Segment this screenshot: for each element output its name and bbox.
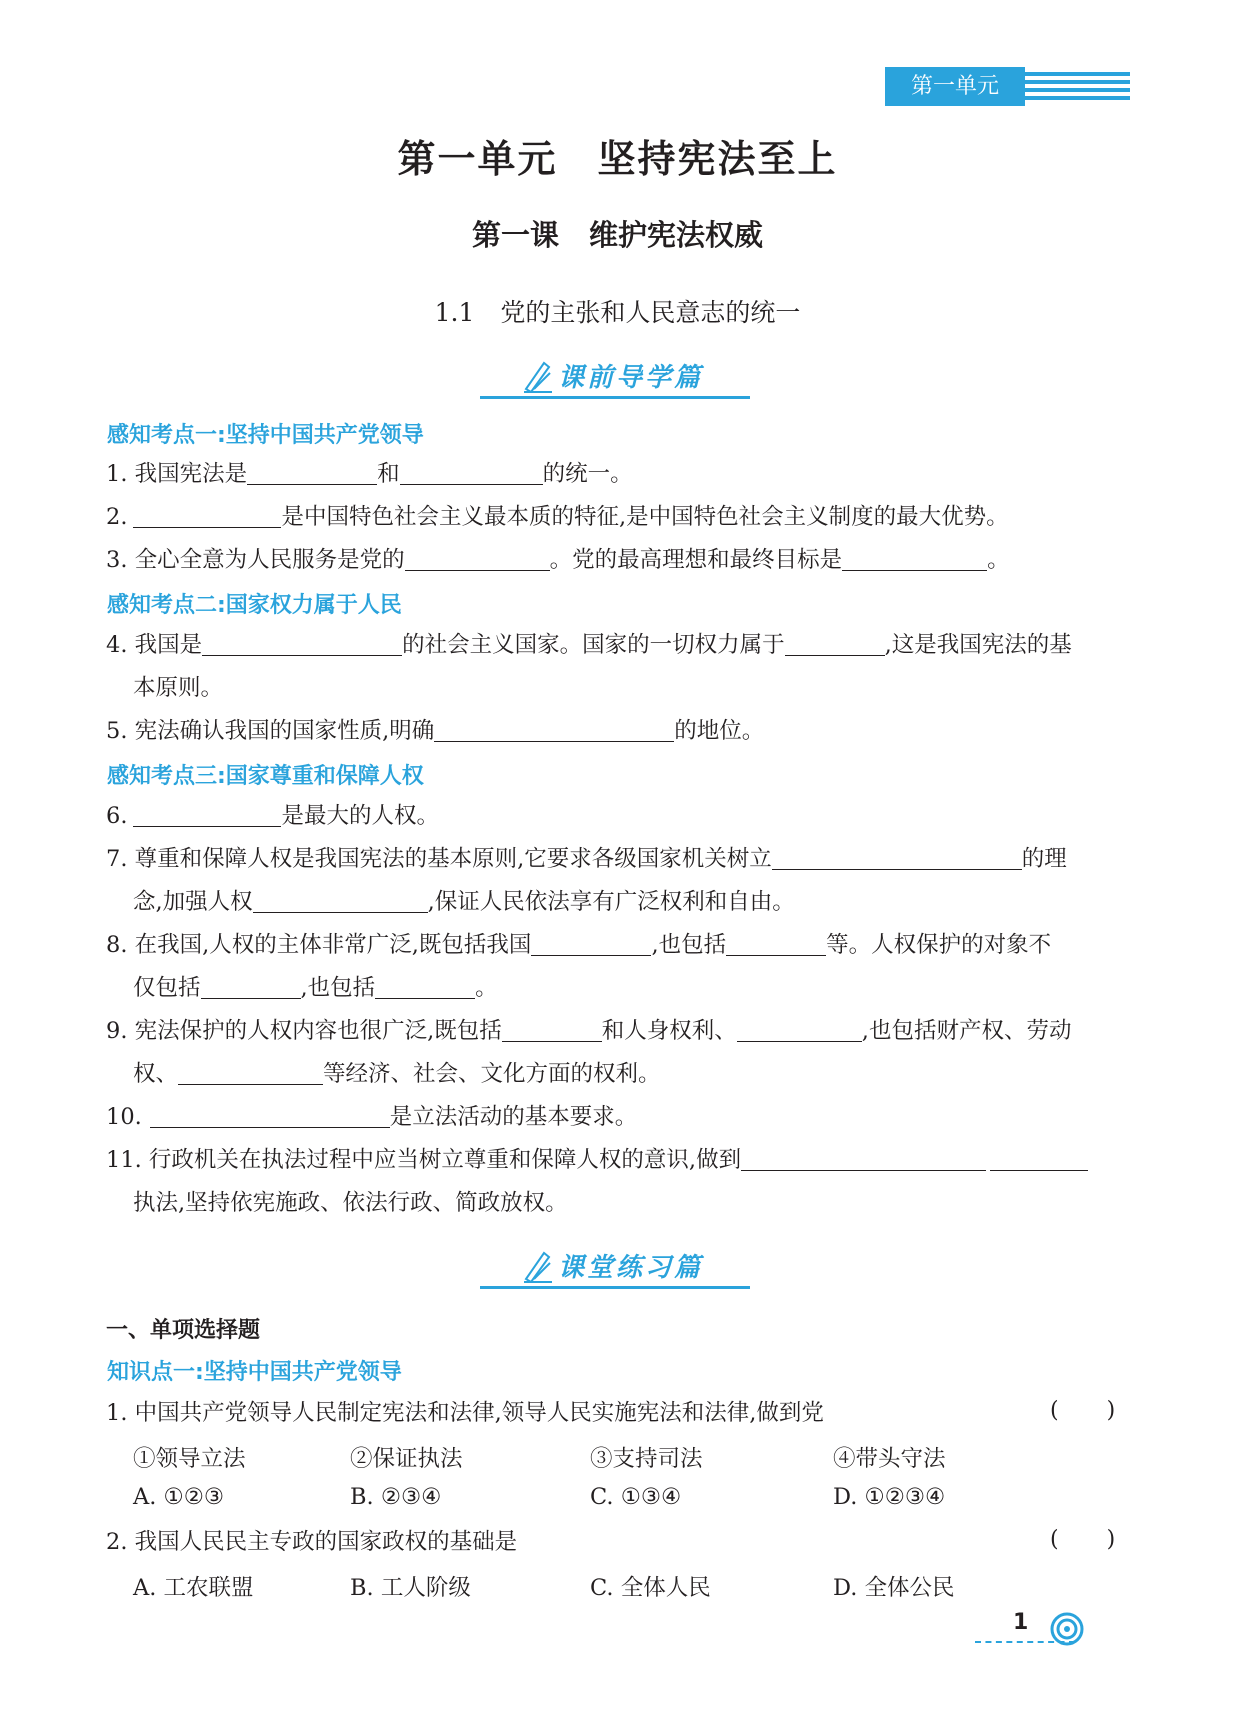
- answer-blank: [133, 804, 281, 827]
- page-number: 1: [1013, 1610, 1029, 1635]
- lesson-title: [0, 213, 1235, 254]
- answer-parentheses: ( ): [1050, 1527, 1116, 1552]
- answer-blank: [375, 976, 475, 999]
- question-7-cont: 念,加强人权 ,保证人民依法享有广泛权利和自由。: [133, 889, 795, 915]
- preview-banner-text: 课前导学篇: [558, 363, 704, 393]
- question-11-cont: 执法,坚持依宪施政、依法行政、简政放权。: [133, 1190, 568, 1216]
- unit-title: [0, 128, 1235, 183]
- option-d[interactable]: D. 全体公民: [833, 1575, 955, 1601]
- knowledge-point-heading: 感知考点一:坚持中国共产党领导: [107, 423, 424, 448]
- answer-blank: [502, 1019, 602, 1042]
- question-11: 11. 行政机关在执法过程中应当树立尊重和保障人权的意识,做到: [106, 1145, 1088, 1175]
- question-8-cont: 仅包括 ,也包括 。: [133, 975, 498, 1001]
- answer-blank: [434, 719, 674, 742]
- banner-underline: [480, 1286, 750, 1289]
- stripes-decoration: [1005, 67, 1130, 106]
- statement-item: ②保证执法: [350, 1446, 463, 1472]
- question-4: 4. 我国是 的社会主义国家。国家的一切权力属于 ,这是我国宪法的基: [106, 632, 1072, 658]
- question-6: 6. 是最大的人权。: [106, 803, 439, 829]
- question-3: 3. 全心全意为人民服务是党的 。党的最高理想和最终目标是 。: [106, 547, 1010, 573]
- answer-blank: [150, 1105, 390, 1128]
- unit-title-name: 坚持宪法至上: [597, 136, 838, 181]
- mcq-2-stem: 2. 我国人民民主专政的国家政权的基础是: [106, 1529, 518, 1555]
- lesson-title-name: 维护宪法权威: [589, 218, 764, 252]
- option-b[interactable]: B. ②③④: [350, 1484, 442, 1510]
- answer-blank: [405, 548, 550, 571]
- answer-blank: [990, 1148, 1088, 1171]
- knowledge-point-heading: 感知考点二:国家权力属于人民: [107, 593, 402, 618]
- question-2: 2. 是中国特色社会主义最本质的特征,是中国特色社会主义制度的最大优势。: [106, 504, 1009, 530]
- option-a[interactable]: A. ①②③: [133, 1484, 225, 1510]
- lesson-title-prefix: 第一课: [471, 218, 559, 252]
- unit-header-tab: [885, 67, 1130, 106]
- answer-blank: [842, 548, 987, 571]
- option-c[interactable]: C. ①③④: [590, 1484, 682, 1510]
- answer-blank: [726, 933, 826, 956]
- answer-blank: [202, 633, 402, 656]
- statement-item: ③支持司法: [590, 1446, 703, 1472]
- footer-dashed-line: [975, 1641, 1075, 1643]
- section-title: [0, 293, 1235, 329]
- option-b[interactable]: B. 工人阶级: [350, 1575, 471, 1601]
- section-name: 党的主张和人民意志的统一: [500, 298, 801, 327]
- answer-blank: [531, 933, 651, 956]
- pencil-ruler-icon: [522, 359, 554, 393]
- answer-blank: [133, 505, 281, 528]
- statement-item: ④带头守法: [833, 1446, 946, 1472]
- answer-blank: [178, 1062, 323, 1085]
- preview-banner: [480, 355, 750, 399]
- pencil-ruler-icon: [522, 1249, 554, 1283]
- answer-blank: [737, 1019, 862, 1042]
- option-c[interactable]: C. 全体人民: [590, 1575, 711, 1601]
- question-1: 1. 我国宪法是 和 的统一。: [106, 461, 633, 487]
- answer-blank: [772, 847, 1022, 870]
- question-9-cont: 权、 等经济、社会、文化方面的权利。: [133, 1061, 661, 1087]
- answer-blank: [201, 976, 301, 999]
- question-10: 10. 是立法活动的基本要求。: [106, 1104, 638, 1130]
- answer-blank: [785, 633, 885, 656]
- unit-tab-label: 第一单元: [885, 67, 1025, 106]
- answer-blank: [400, 462, 543, 485]
- knowledge-point-heading: 感知考点三:国家尊重和保障人权: [107, 764, 424, 789]
- question-4-cont: 本原则。: [133, 675, 224, 701]
- answer-blank: [741, 1148, 986, 1171]
- section-number: 1.1: [434, 298, 475, 327]
- statement-item: ①领导立法: [133, 1446, 246, 1472]
- question-5: 5. 宪法确认我国的国家性质,明确 的地位。: [106, 718, 765, 744]
- section-heading: 一、单项选择题: [106, 1318, 261, 1343]
- mcq-1-stem: 1. 中国共产党领导人民制定宪法和法律,领导人民实施宪法和法律,做到党: [106, 1400, 824, 1426]
- question-9: 9. 宪法保护的人权内容也很广泛,既包括 和人身权利、 ,也包括财产权、劳动: [106, 1018, 1072, 1044]
- knowledge-point-heading: 知识点一:坚持中国共产党领导: [107, 1360, 402, 1385]
- practice-banner: [480, 1245, 750, 1289]
- practice-banner-text: 课堂练习篇: [558, 1253, 704, 1283]
- mcq-2: [106, 1527, 517, 1557]
- option-a[interactable]: A. 工农联盟: [133, 1575, 254, 1601]
- answer-blank: [247, 462, 377, 485]
- unit-title-prefix: 第一单元: [397, 136, 558, 181]
- answer-parentheses: ( ): [1050, 1398, 1116, 1423]
- banner-underline: [480, 396, 750, 399]
- answer-blank: [253, 890, 428, 913]
- question-8: 8. 在我国,人权的主体非常广泛,既包括我国 ,也包括 等。人权保护的对象不: [106, 932, 1052, 958]
- question-7: 7. 尊重和保障人权是我国宪法的基本原则,它要求各级国家机关树立 的理: [106, 846, 1067, 872]
- option-d[interactable]: D. ①②③④: [833, 1484, 946, 1510]
